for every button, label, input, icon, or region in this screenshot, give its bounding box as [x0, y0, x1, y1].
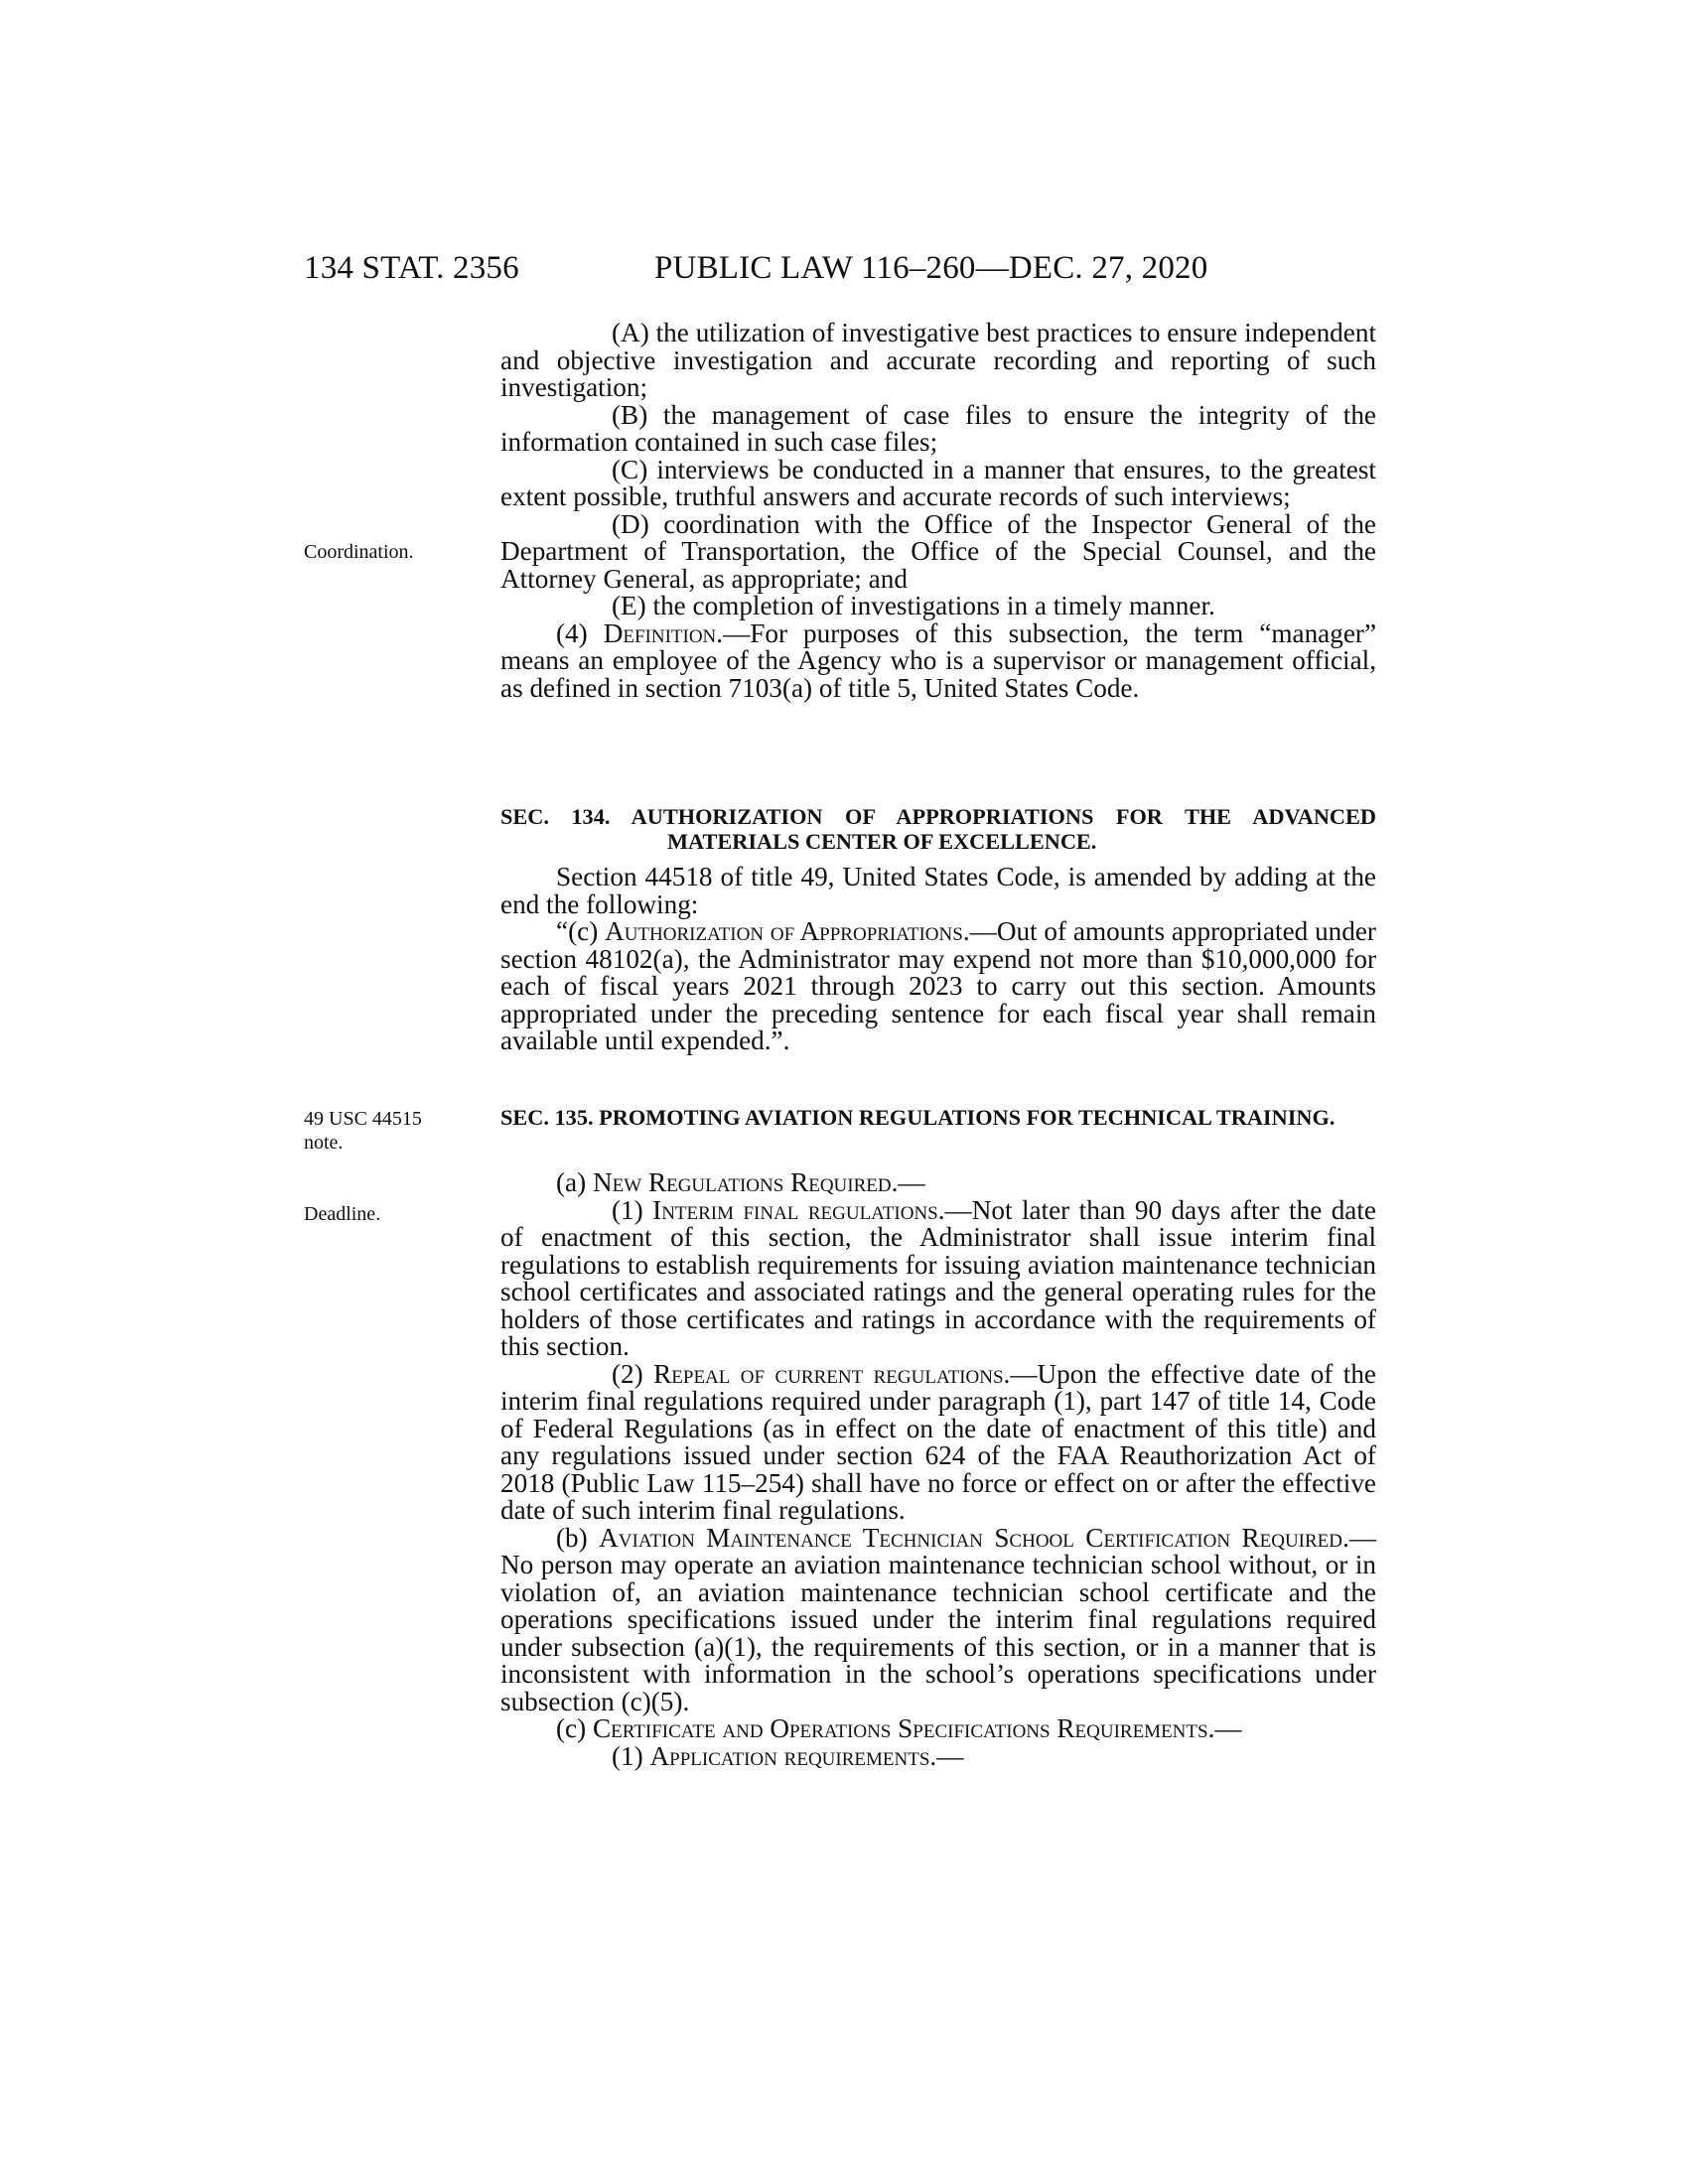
margin-note-coordination: Coordination. [304, 541, 414, 563]
paragraph-a1-text: .—Not later than 90 days after the date of enactment of this section, the Administrator shall issue interim final regulations to establish requirements for issuing aviation maintenance technician school certificates and associated ratings and the general operating rules for the holders of those certificates and ratings in accordance with the requirements of this section. [500, 1194, 1376, 1361]
section-135-heading: SEC. 135. PROMOTING AVIATION REGULATIONS FOR TECHNICAL TRAINING. [500, 1105, 1336, 1130]
subsection-b-heading: Aviation Maintenance Technician School Certification Required [599, 1522, 1343, 1553]
definition-paragraph [500, 617, 1377, 703]
subsection-b [500, 1522, 1376, 1716]
investigation-requirements-block [500, 320, 1376, 702]
paragraph-c1-tail: .— [929, 1740, 964, 1771]
stat-page-number: 134 STAT. 2356 [304, 250, 519, 286]
section-134-heading: SEC. 134. AUTHORIZATION OF APPROPRIATIONS FOR THE ADVANCED MATERIALS CENTER OF EXCELLENCE. [500, 804, 1376, 854]
subsection-c-heading: Certificate and Operations Specifications Requirements [592, 1713, 1208, 1743]
subsection-a [500, 1169, 1376, 1197]
paragraph-d: (D) coordination with the Office of the Inspector General of the Department of Transportation, the Office of the Special Counsel, and the Attorney General, as appropriate; and [500, 508, 1376, 594]
subsection-c-lead: (c) [556, 1713, 593, 1743]
subsection-c-text: .—Out of amounts appropriated under section 48102(a), the Administrator may expend not more than $10,000,000 for each of fiscal years 2021 through 2023 to carry out this section. Amounts appropriated under the preceding sentence for each fiscal year shall remain available until expended.”. [500, 916, 1376, 1055]
page-title: PUBLIC LAW 116–260—DEC. 27, 2020 [654, 250, 1208, 286]
paragraph-a1-lead: (1) [612, 1194, 653, 1225]
margin-note-usc-line1: 49 USC 44515 [304, 1108, 422, 1130]
paragraph-a: (A) the utilization of investigative best practices to ensure independent and objective investigation and accurate recording and reporting of such investigation; [500, 318, 1376, 402]
subsection-c [500, 1715, 1376, 1743]
subsection-a-heading: New Regulations Required [592, 1167, 892, 1197]
subsection-a-lead: (a) [556, 1167, 593, 1197]
paragraph-a2-lead: (2) [612, 1358, 654, 1389]
section-135-body [500, 1169, 1376, 1770]
subsection-b-lead: (b) [556, 1522, 600, 1553]
section-134-subsection-c [500, 918, 1376, 1055]
paragraph-c1-heading: Application requirements [649, 1740, 930, 1771]
paragraph-c1 [500, 1740, 1376, 1771]
subsection-c-tail: .— [1207, 1713, 1242, 1743]
paragraph-a2-heading: Repeal of current regulations [653, 1358, 1004, 1389]
subsection-c-heading: Authorization of Appropriations [605, 916, 963, 946]
margin-note-usc-line2: note. [304, 1132, 344, 1154]
subsection-a-tail: .— [891, 1167, 925, 1197]
paragraph-b: (B) the management of case files to ensure the integrity of the information contained in such case files; [500, 399, 1376, 457]
margin-note-deadline: Deadline. [304, 1203, 381, 1225]
paragraph-a1 [500, 1194, 1376, 1361]
subsection-b-text: .—No person may operate an aviation maintenance technician school without, or in violation of, an aviation maintenance technician school certificate and the operations specifications issued under the interim final regulations required under subsection (a)(1), the requirements of this section, or in a manner that is inconsistent with information in the school’s operations specifications under subsection (c)(5). [500, 1522, 1376, 1716]
paragraph-a2-text: .—Upon the effective date of the interim final regulations required under paragraph (1), part 147 of title 14, Code of Federal Regulations (as in effect on the date of enactment of this title) and any regulations issued under section 624 of the FAA Reauthorization Act of 2018 (Public Law 115–254) shall have no force or effect on or after the effective date of such interim final regulations. [500, 1358, 1377, 1525]
subsection-c-lead: “(c) [556, 916, 606, 946]
definition-heading: Definition [603, 617, 717, 648]
paragraph-a2 [500, 1358, 1377, 1525]
definition-lead: (4) [556, 617, 604, 648]
paragraph-c: (C) interviews be conducted in a manner that ensures, to the greatest extent possible, truthful answers and accurate records of such interviews; [500, 454, 1376, 511]
section-134-intro: Section 44518 of title 49, United States Code, is amended by adding at the end the following: [500, 862, 1376, 919]
margin-note-usc [304, 1107, 422, 1155]
definition-text: .—For purposes of this subsection, the term “manager” means an employee of the Agency who is a supervisor or management official, as defined in section 7103(a) of title 5, United States Code. [500, 617, 1377, 703]
paragraph-e: (E) the completion of investigations in a timely manner. [612, 591, 1215, 620]
paragraph-c1-lead: (1) [612, 1740, 650, 1771]
paragraph-a1-heading: Interim final regulations [652, 1194, 938, 1225]
section-134-body [500, 864, 1376, 1055]
